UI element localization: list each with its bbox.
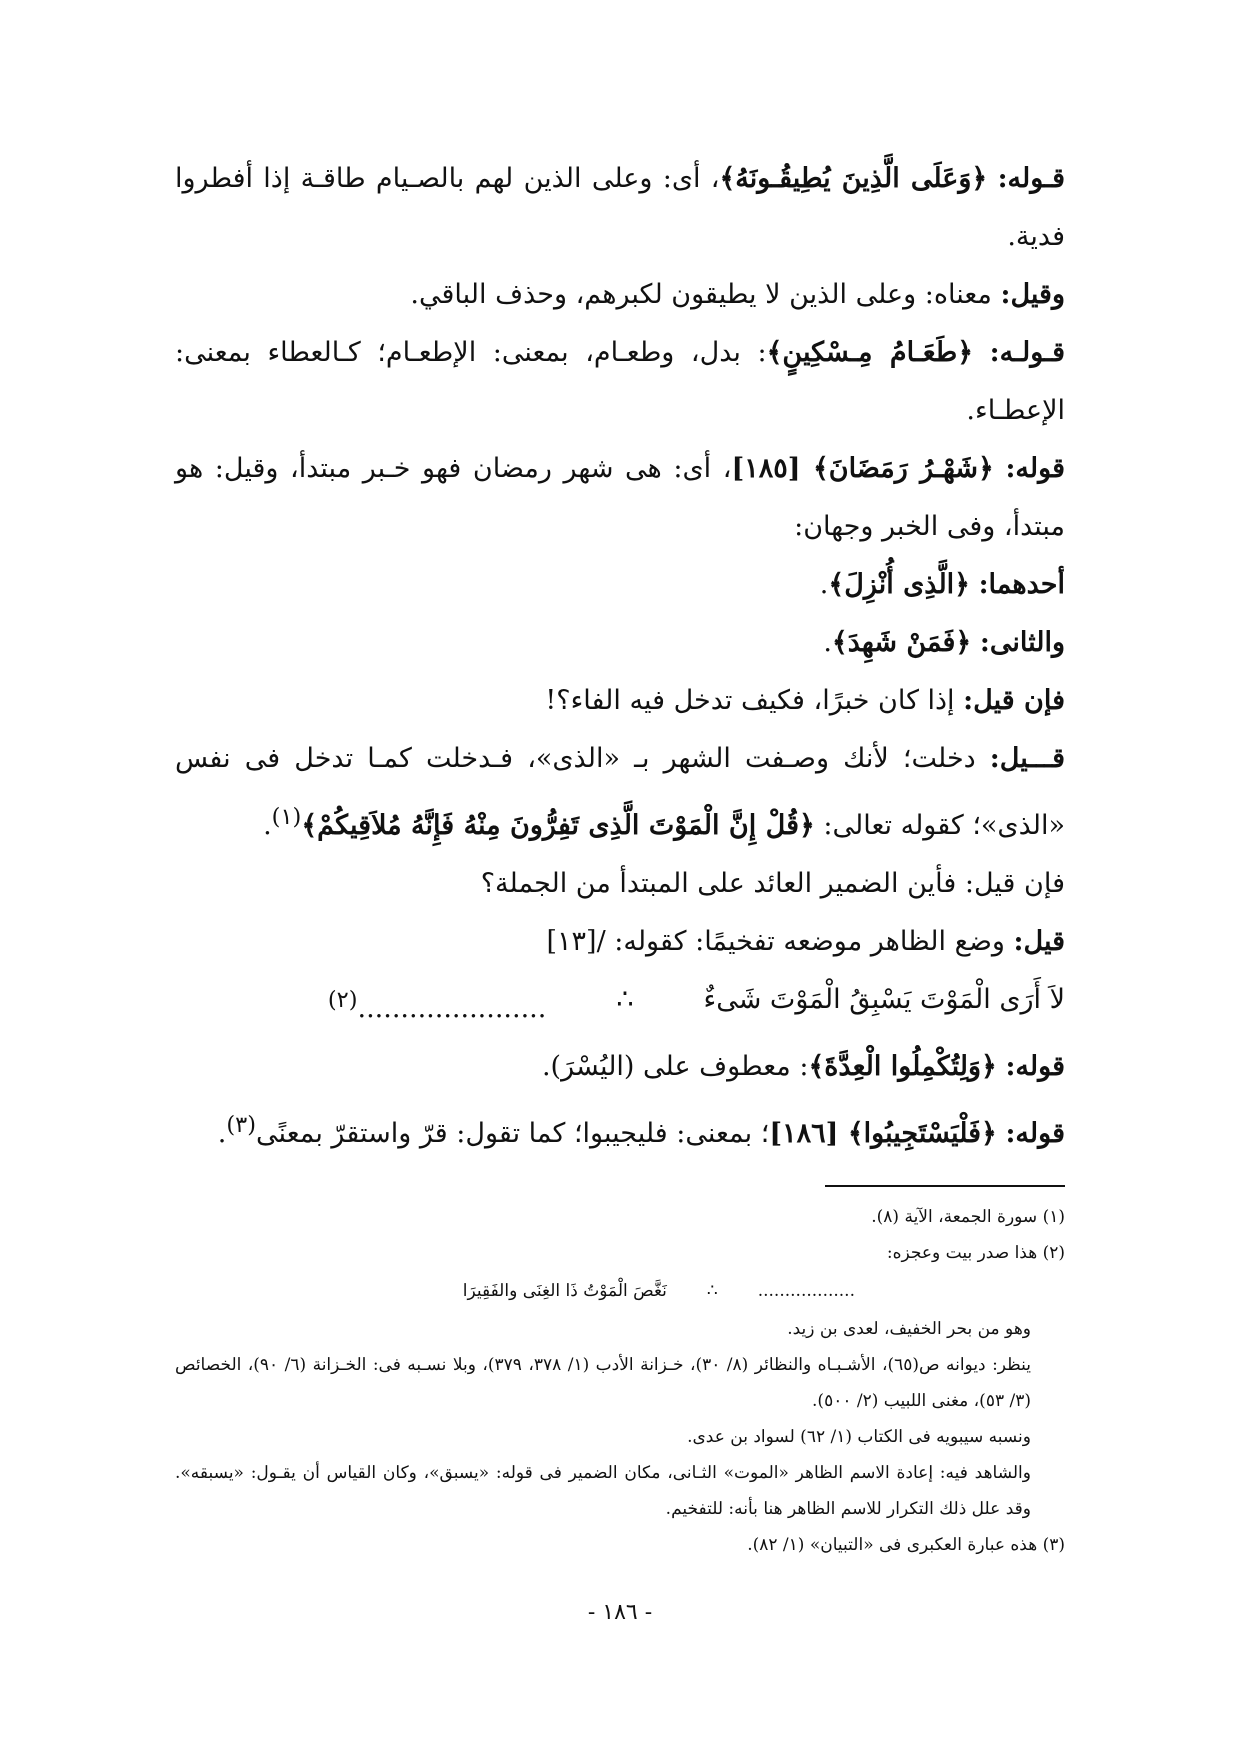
footnote-verse-hemistich: نَغَّصَ الْمَوْتُ ذَا الغِنَى والفَقِيرَا [462,1281,667,1301]
paragraph-text: معناه: وعلى الذين لا يطيقون لكبرهم، وحذف الباقي. [410,279,1001,310]
footnote-ref: (٣) [226,1112,257,1138]
paragraph-text: وضع الظاهر موضعه تفخيمًا: كقوله: /[١٣] [546,926,1014,957]
paragraph-10 [175,913,1065,971]
footnote-2-verse [175,1271,1065,1311]
paragraph-8 [175,730,1065,855]
paragraph-6 [175,614,1065,672]
paragraph-text: : معطوف على (اليُسْرَ). [541,1051,809,1082]
page-number: - ١٨٦ - [587,1600,653,1625]
paragraph-label: وقيل: [1000,279,1065,310]
footnote-divider [825,1185,1065,1187]
quran-quote: ﴿قُلْ إِنَّ الْمَوْتَ الَّذِى تَفِرُّونَ مِنْهُ فَإِنَّهُ مُلاَقِيكُمْ﴾ [301,810,815,841]
paragraph-text: دخلت؛ لأنك وصـفت الشهر بـ «الذى»، فـدخلت كمـا تدخل فى نفس «الذى»؛ كقوله تعالى: [175,743,1065,841]
main-text [175,150,1065,1163]
verse-separator: ∴ [616,984,634,1015]
verse-hemistich-1: لاَ أَرَى الْمَوْتَ يَسْبِقُ الْمَوْتَ شَىءٌ [703,984,1065,1015]
paragraph-label: والثانى: [979,627,1065,658]
paragraph-7 [175,672,1065,730]
paragraph-text: فإن قيل: فأين الضمير العائد على المبتدأ من الجملة؟ [480,868,1065,899]
page [175,150,1065,1563]
paragraph-label: قـولـه: [989,337,1065,368]
footnote-verse-separator: ∴ [706,1281,718,1301]
quran-quote: ﴿شَهْـرُ رَمَضَانَ﴾ [١٨٥] [731,453,994,484]
footnote-ref: (٢) [327,987,358,1013]
footnote-2-sibawayh: ونسبه سيبويه فى الكتاب (١/ ٦٢) لسواد بن عدى. [687,1427,1031,1447]
footnote-ref: (١) [271,804,302,830]
paragraph-9 [175,855,1065,913]
paragraph-end: . [217,1118,227,1149]
paragraph-3 [175,324,1065,440]
footnote-2: (٢) هذا صدر بيت وعجزه: [886,1243,1065,1263]
verse-dots: ...................... [357,993,547,1024]
paragraph-label: قـوله: [997,163,1065,194]
quran-quote: ﴿وَعَلَى الَّذِينَ يُطِيقُـونَهُ﴾ [719,163,988,194]
paragraph-text: . [823,627,832,658]
paragraph-text: ؛ بمعنى: فليجيبوا؛ كما تقول: قرّ واستقرّ بمعنًى [256,1118,770,1149]
paragraph-4 [175,440,1065,556]
paragraph-text: . [819,569,829,600]
paragraph-label: أحدهما: [978,569,1065,600]
quran-quote: ﴿فَلْيَسْتَجِيبُوا﴾ [١٨٦] [769,1118,997,1149]
paragraph-label: قوله: [1005,1051,1065,1082]
quran-quote: ﴿فَمَنْ شَهِدَ﴾ [831,627,972,658]
paragraph-11 [175,1038,1065,1096]
paragraph-label: قـــيل: [989,743,1065,774]
paragraph-label: قوله: [1005,1118,1065,1149]
paragraph-5 [175,556,1065,614]
paragraph-label: قوله: [1005,453,1065,484]
paragraph-text: ، أى: هى شهر رمضان فهو خـبر مبتدأ، وقيل: هو مبتدأ، وفى الخبر وجهان: [175,453,1065,542]
paragraph-1 [175,150,1065,266]
paragraph-text: ، أى: وعلى الذين لهم بالصـيام طاقـة إذا أفطروا فدية. [175,163,1065,252]
footnotes [175,1199,1065,1563]
footnote-2-shahid: والشاهد فيه: إعادة الاسم الظاهر «الموت» الثـانى، مكان الضمير فى قوله: «يسبق»، وكان القياس أن يقـول: «يسبقه». وقد علل ذلك التكرار للاسم الظاهر هنا بأنه: للتفخيم. [175,1463,1031,1519]
quran-quote: ﴿الَّذِى أُنْزِلَ﴾ [828,569,970,600]
footnote-verse-dots: .................. [757,1281,855,1301]
paragraph-label: فإن قيل: [963,685,1065,716]
verse-hemistich-2 [328,971,546,1038]
poetry-verse [175,971,1065,1038]
quran-quote: ﴿وَلِتُكْمِلُوا الْعِدَّةَ﴾ [808,1051,997,1082]
footnote-3: (٣) هذه عبارة العكبرى فى «التبيان» (١/ ٨٢). [747,1535,1065,1555]
footnote-2-meter: وهو من بحر الخفيف، لعدى بن زيد. [787,1319,1031,1339]
paragraph-12 [175,1096,1065,1163]
quran-quote: ﴿طَعَـامُ مِـسْكِينٍ﴾ [766,337,974,368]
paragraph-text: : بدل، وطعـام، بمعنى: الإطعـام؛ كـالعطاء بمعنى: الإعطـاء. [175,337,1065,426]
paragraph-text: إذا كان خبرًا، فكيف تدخل فيه الفاء؟! [545,685,964,716]
paragraph-end: . [263,810,272,841]
paragraph-2 [175,266,1065,324]
footnote-2-sources: ينظر: ديوانه ص(٦٥)، الأشـبـاه والنظائر (٨/ ٣٠)، خـزانة الأدب (١/ ٣٧٨، ٣٧٩)، وبلا نسـبه فى: الخـزانة (٦/ ٩٠)، الخصائص (٣/ ٥٣)، مغنى اللبيب (٢/ ٥٠٠). [175,1355,1031,1411]
paragraph-label: قيل: [1013,926,1065,957]
footnote-1: (١) سورة الجمعة، الآية (٨). [871,1207,1065,1227]
